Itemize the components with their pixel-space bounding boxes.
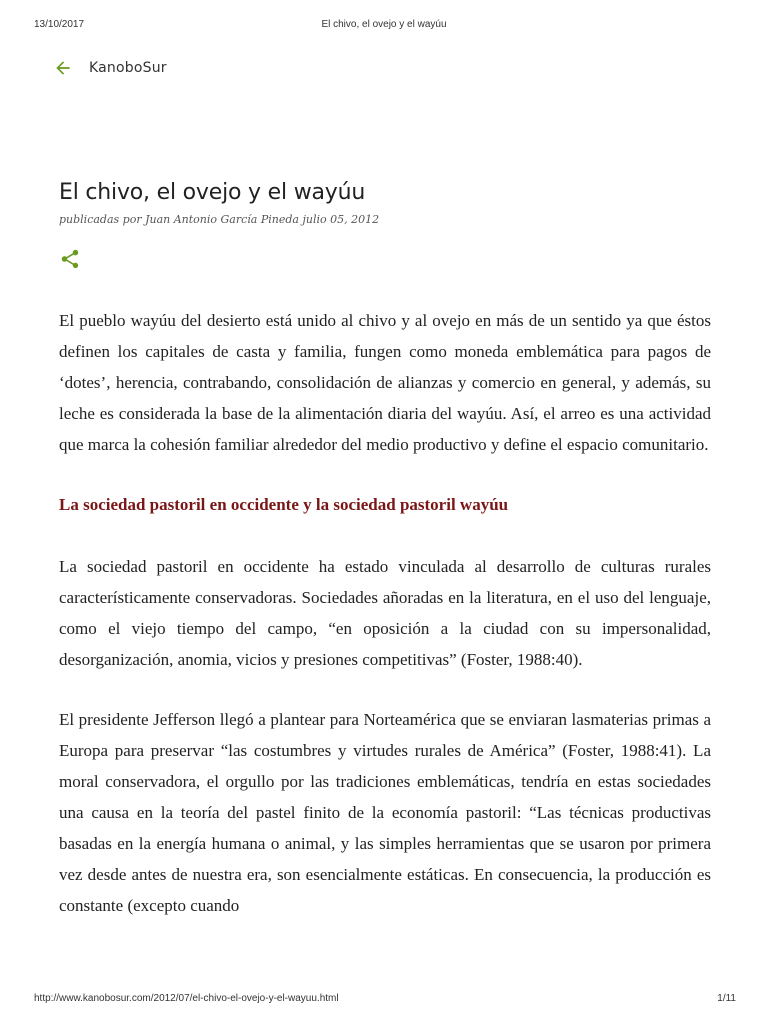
post-byline: publicadas por Juan Antonio García Pineda julio 05, 2012 xyxy=(59,213,380,226)
arrow-left-icon xyxy=(53,58,73,78)
back-button[interactable] xyxy=(52,57,74,79)
print-url: http://www.kanobosur.com/2012/07/el-chivo-el-ovejo-y-el-wayuu.html xyxy=(34,993,339,1004)
post-paragraph: La sociedad pastoril en occidente ha estado vinculada al desarrollo de culturas rurales característicamente conservadoras. Sociedades añoradas en la literatura, en el uso del lenguaje, como el viejo tiempo del campo, “en oposición a la ciudad con su impersonalidad, desorganización, anomia, vicios y presiones competitivas” (Foster, 1988:40). xyxy=(59,557,711,669)
section-heading: La sociedad pastoril en occidente y la sociedad pastoril wayúu xyxy=(59,495,509,514)
post-paragraph: El pueblo wayúu del desierto está unido al chivo y al ovejo en más de un sentido ya que éstos definen los capitales de casta y familia, fungen como moneda emblemática para pagos de ‘dotes’, herencia, contrabando, consolidación de alianzas y comercio en general, y además, su leche es considerada la base de la alimentación diaria del wayúu. Así, el arreo es una actividad que marca la cohesión familiar alrededor del medio productivo y define el espacio comunitario. xyxy=(59,311,711,454)
print-page-number: 1/11 xyxy=(717,993,736,1004)
print-footer xyxy=(0,993,768,1007)
post-body xyxy=(59,305,711,921)
blog-topbar xyxy=(52,56,167,80)
post-title: El chivo, el ovejo y el wayúu xyxy=(59,180,366,205)
share-icon xyxy=(59,248,81,270)
post-paragraph: El presidente Jefferson llegó a plantear para Norteamérica que se enviaran lasmaterias primas a Europa para preservar “las costumbres y virtudes rurales de América” (Foster, 1988:41). La moral conservadora, el orgullo por las tradiciones emblemáticas, tendría en estas sociedades una causa en la teoría del pastel finito de la economía pastoril: “Las técnicas productivas basadas en la energía humana o animal, y las simples herramientas que se usaron por primera vez desde antes de nuestra era, son esencialmente estáticas. En consecuencia, la producción es constante (excepto cuando xyxy=(59,710,711,915)
share-button[interactable] xyxy=(59,248,81,270)
print-title: El chivo, el ovejo y el wayúu xyxy=(321,19,447,30)
print-date: 13/10/2017 xyxy=(34,19,85,30)
blog-name-link[interactable]: KanoboSur xyxy=(89,60,167,76)
print-header xyxy=(0,19,768,33)
